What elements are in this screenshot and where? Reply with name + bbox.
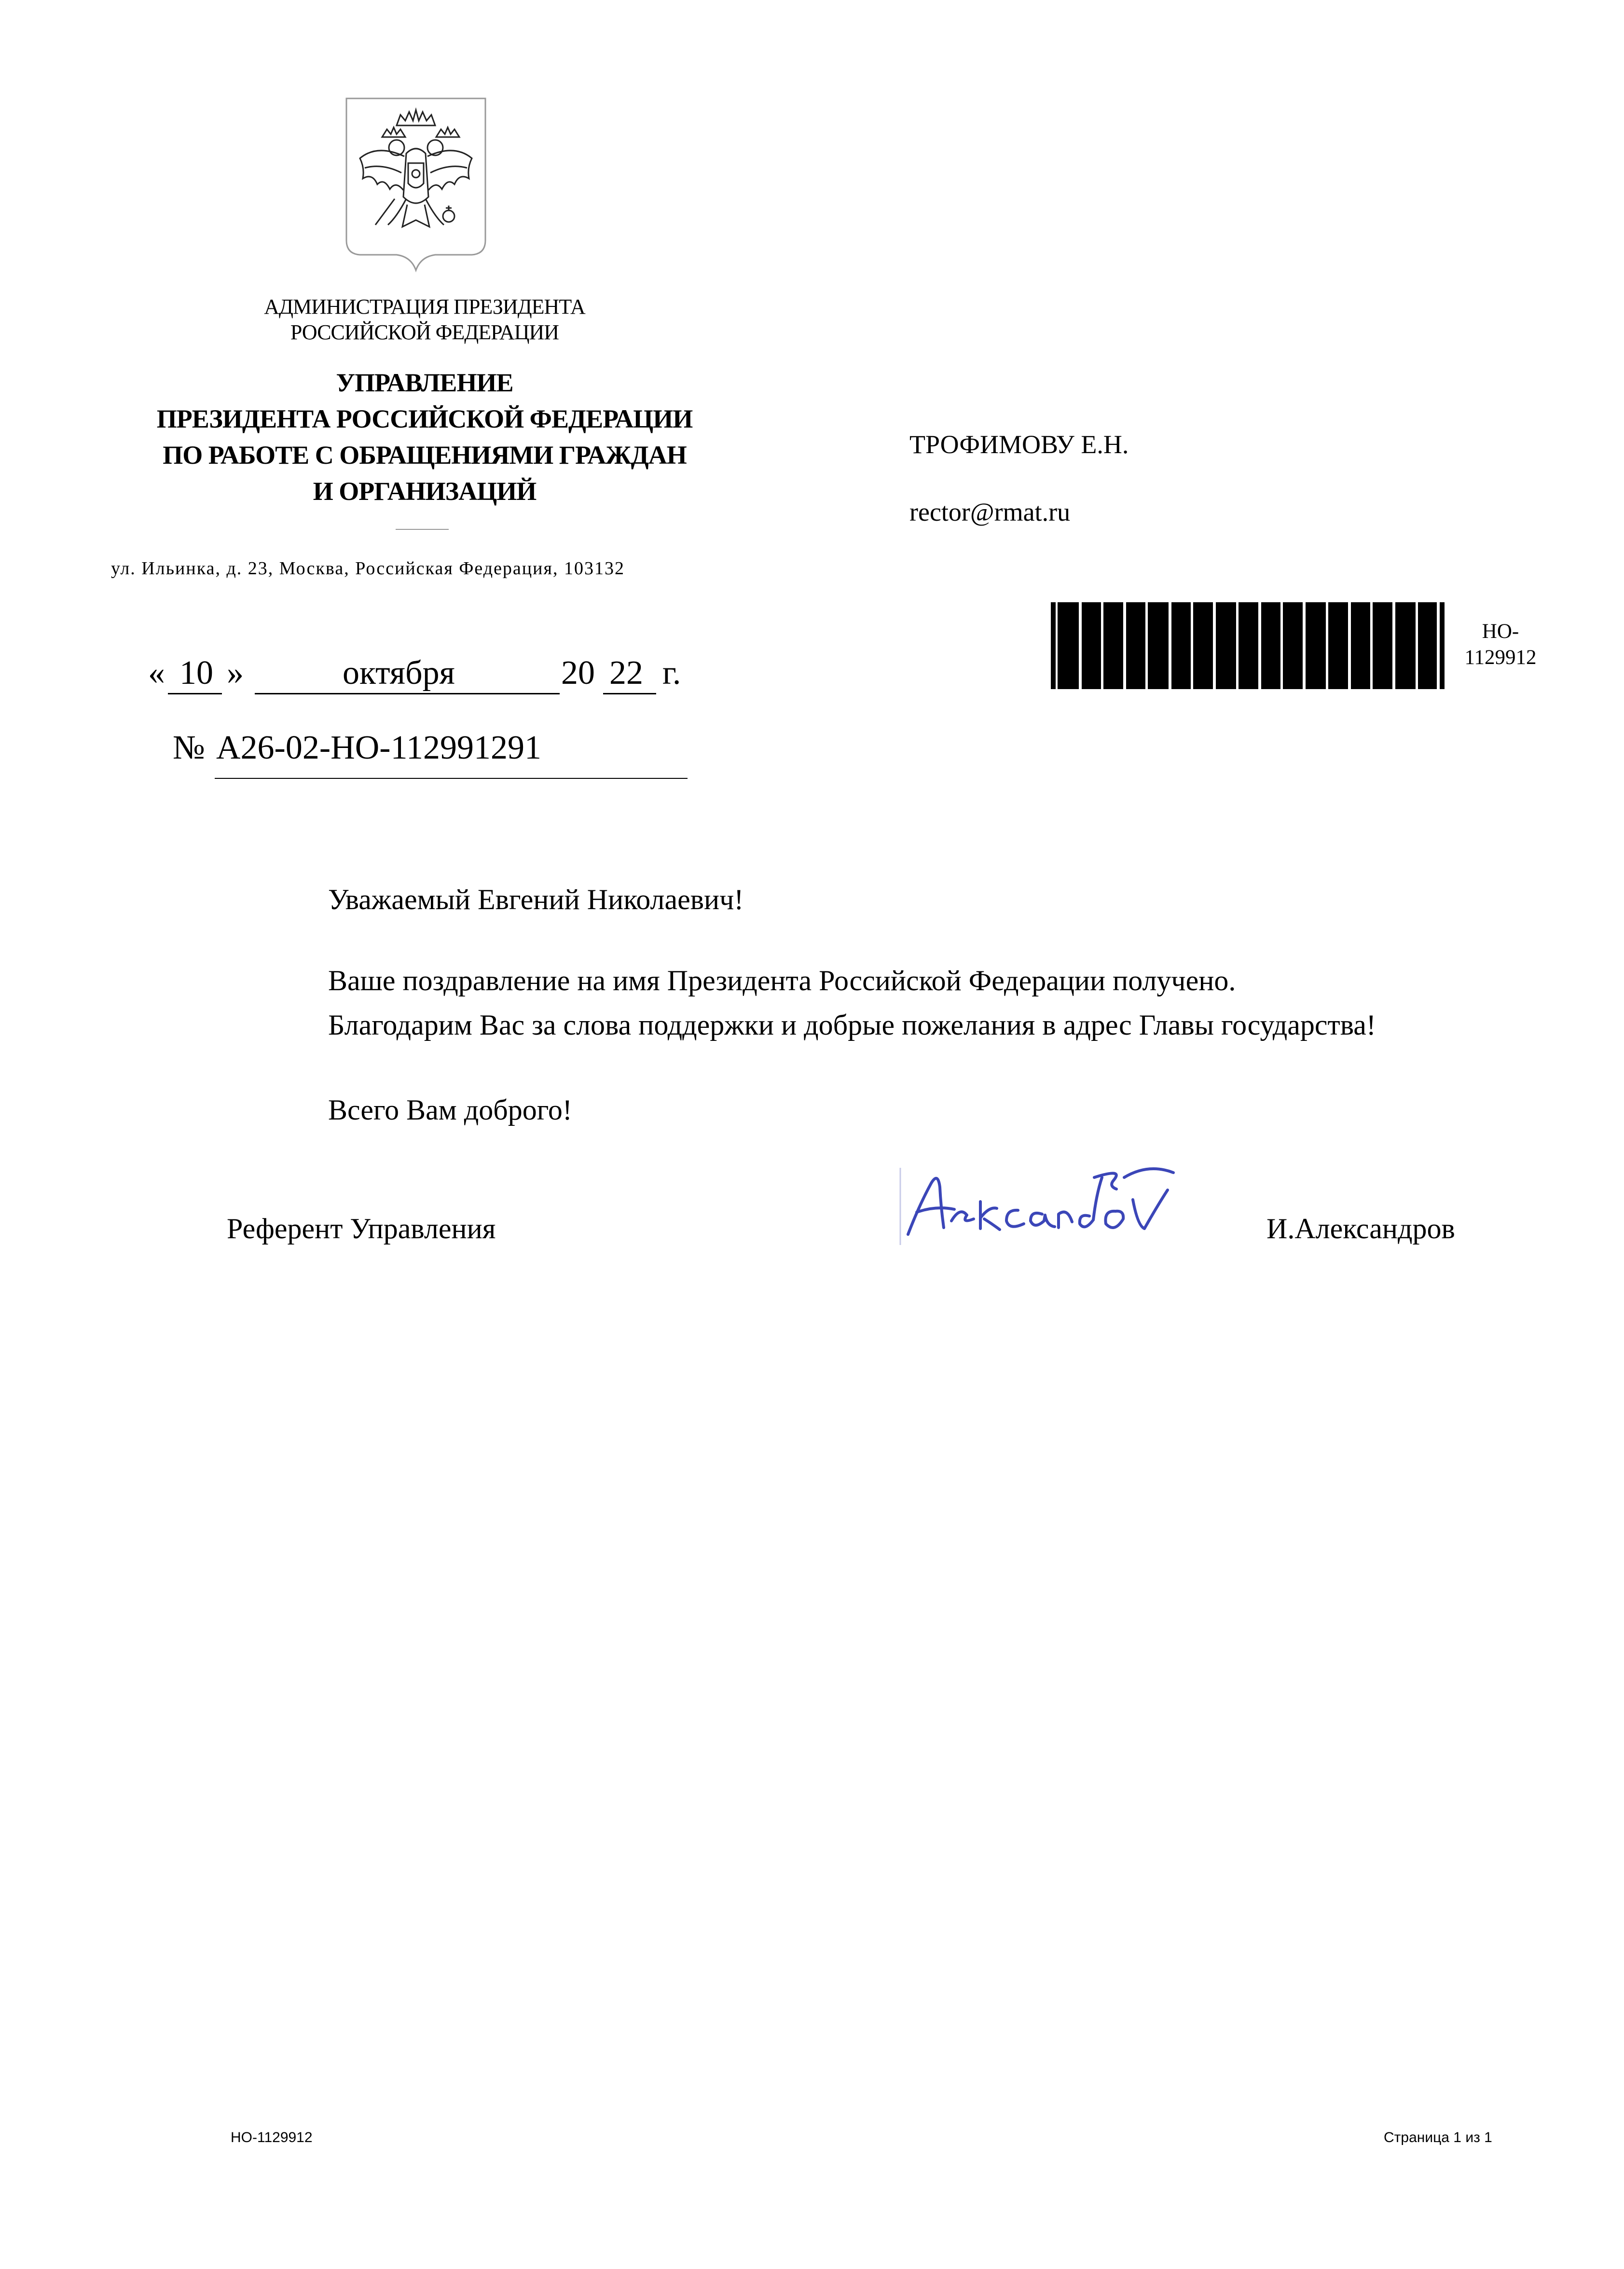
administration-title-line2: РОССИЙСКОЙ ФЕДЕРАЦИИ: [290, 320, 559, 344]
letter-paragraph-3: Всего Вам доброго!: [328, 1094, 572, 1126]
date-year-prefix: 20: [561, 654, 595, 692]
header-divider: [396, 529, 449, 530]
letter-paragraph-2: Благодарим Вас за слова поддержки и добрые пожелания в адрес Главы государства!: [328, 1009, 1376, 1041]
recipient-name: ТРОФИМОВУ Е.Н.: [909, 430, 1129, 459]
registration-sign: №: [173, 729, 205, 766]
registration-number: А26-02-НО-112991291: [216, 729, 541, 766]
signer-position: Референт Управления: [227, 1213, 496, 1245]
department-title-line4: И ОРГАНИЗАЦИЙ: [313, 477, 537, 506]
date-month-underline: [255, 691, 560, 694]
date-open-quote: «: [148, 654, 165, 692]
date-year-underline: [603, 691, 656, 694]
registration-underline: [215, 778, 688, 779]
salutation: Уважаемый Евгений Николаевич!: [328, 884, 744, 915]
letter-paragraph-1: Ваше поздравление на имя Президента Российской Федерации получено.: [328, 965, 1236, 996]
footer-page-number: Страница 1 из 1: [1384, 2130, 1492, 2145]
recipient-email: rector@rmat.ru: [909, 498, 1071, 526]
coat-of-arms-emblem: [344, 96, 488, 274]
barcode: [1051, 602, 1445, 689]
sender-address: ул. Ильинка, д. 23, Москва, Российская Федерация, 103132: [111, 558, 625, 579]
barcode-label-line2: 1129912: [1464, 646, 1537, 669]
footer-document-id: НО-1129912: [231, 2130, 313, 2145]
department-title-line3: ПО РАБОТЕ С ОБРАЩЕНИЯМИ ГРАЖДАН: [163, 441, 687, 470]
department-title-line1: УПРАВЛЕНИЕ: [336, 368, 513, 397]
signer-name: И.Александров: [1266, 1213, 1455, 1245]
department-title-line2: ПРЕЗИДЕНТА РОССИЙСКОЙ ФЕДЕРАЦИИ: [156, 404, 693, 433]
barcode-label-line1: НО-: [1482, 620, 1519, 643]
administration-title-line1: АДМИНИСТРАЦИЯ ПРЕЗИДЕНТА: [264, 295, 585, 318]
date-close-quote: »: [227, 654, 244, 692]
date-day: 10: [179, 654, 213, 692]
handwritten-signature: [897, 1148, 1182, 1250]
date-year-suffix: 22: [609, 654, 643, 692]
date-year-mark: г.: [662, 654, 681, 692]
date-month: октября: [343, 654, 455, 692]
date-day-underline: [168, 691, 222, 694]
